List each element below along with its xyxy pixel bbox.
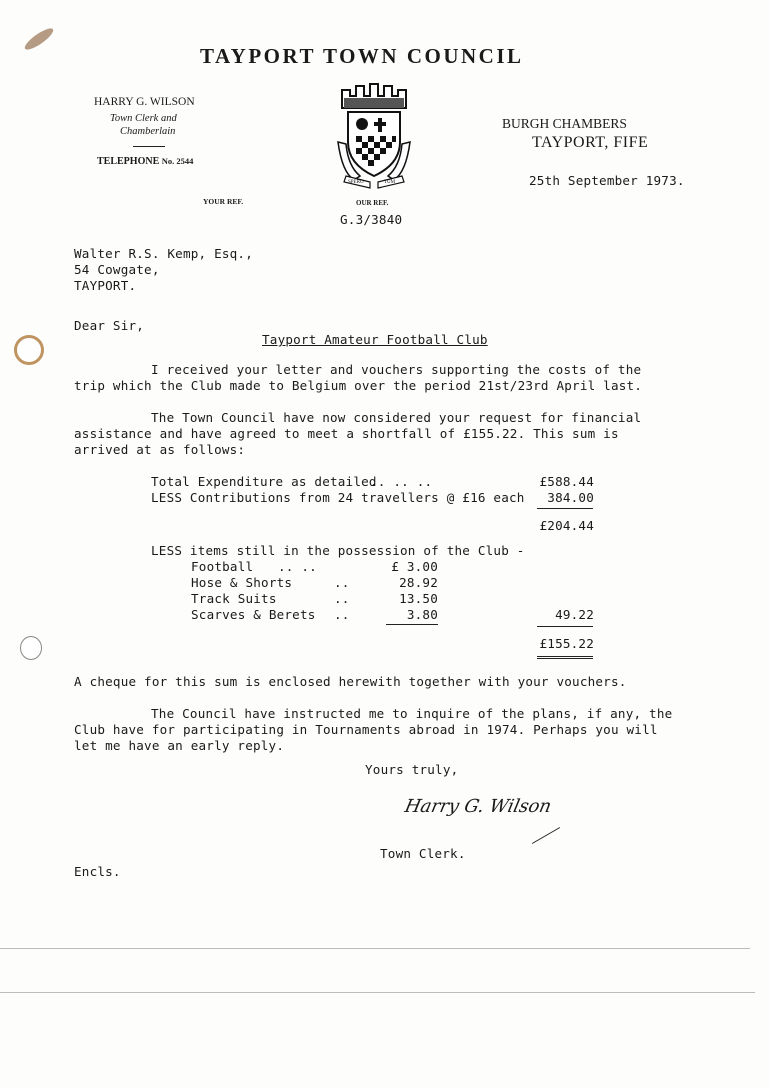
paragraph-3: A cheque for this sum is enclosed herewith together with your vouchers. xyxy=(74,674,627,689)
item-label: Scarves & Berets xyxy=(191,607,316,622)
signatory-title: Town Clerk. xyxy=(380,846,466,861)
address-line1: BURGH CHAMBERS xyxy=(502,116,627,131)
crest-motto-left: SPERO xyxy=(348,180,364,185)
recipient-line1: Walter R.S. Kemp, Esq., xyxy=(74,246,253,261)
paragraph-4-line1: The Council have instructed me to inquire of the plans, if any, the xyxy=(151,706,673,721)
our-ref-label: OUR REF. xyxy=(356,199,389,207)
item-dots: .. xyxy=(334,591,350,606)
closing: Yours truly, xyxy=(365,762,459,777)
paragraph-1-line2: trip which the Club made to Belgium over the period 21st/23rd April last. xyxy=(74,378,643,393)
telephone-line xyxy=(97,156,193,167)
page-edge-line xyxy=(0,992,755,993)
item-label: Hose & Shorts xyxy=(191,575,293,590)
subject-line: Tayport Amateur Football Club xyxy=(262,332,488,347)
item-label: Track Suits xyxy=(191,591,277,606)
address-line2: TAYPORT, FIFE xyxy=(532,134,649,151)
punch-hole-mark xyxy=(14,335,44,365)
item-value: 28.92 xyxy=(399,575,438,590)
burgh-crest-icon xyxy=(334,82,414,190)
recipient-line2: 54 Cowgate, xyxy=(74,262,160,277)
subtotal-value: £204.44 xyxy=(539,518,594,533)
contributions-value: 384.00 xyxy=(547,490,594,505)
your-ref-label: YOUR REF. xyxy=(203,197,244,206)
ink-mark xyxy=(22,25,56,53)
item-dots: .. xyxy=(334,575,350,590)
final-total-value: £155.22 xyxy=(539,636,594,651)
clerk-divider xyxy=(133,146,165,147)
paragraph-2-line2: assistance and have agreed to meet a shortfall of £155.22. This sum is xyxy=(74,426,619,441)
paragraph-2-line3: arrived at as follows: xyxy=(74,442,246,457)
crest-motto-right: TUM xyxy=(384,180,396,185)
salutation: Dear Sir, xyxy=(74,318,145,333)
clerk-name: HARRY G. WILSON xyxy=(94,96,195,108)
final-total-double-underline xyxy=(537,656,593,659)
paragraph-2-line1: The Town Council have now considered your request for financial xyxy=(151,410,642,425)
paragraph-1-line1: I received your letter and vouchers supporting the costs of the xyxy=(151,362,642,377)
council-name: TAYPORT TOWN COUNCIL xyxy=(200,44,524,68)
items-heading: LESS items still in the possession of the Club - xyxy=(151,543,525,558)
item-value: 3.80 xyxy=(406,607,438,622)
paragraph-4-line2: Club have for participating in Tournaments abroad in 1974. Perhaps you will xyxy=(74,722,658,737)
signature: Harry G. Wilson xyxy=(402,796,554,817)
total-expenditure-value: £588.44 xyxy=(539,474,594,489)
punch-hole-mark xyxy=(20,636,42,660)
signature-stroke xyxy=(532,827,560,844)
items-total-value: 49.22 xyxy=(555,607,594,622)
items-total-underline xyxy=(537,626,593,627)
recipient-line3: TAYPORT. xyxy=(74,278,137,293)
clerk-title-line1: Town Clerk and xyxy=(110,113,177,124)
item-dots: .. xyxy=(334,607,350,622)
enclosure-note: Encls. xyxy=(74,864,121,879)
paragraph-4-line3: let me have an early reply. xyxy=(74,738,285,753)
item-value: 13.50 xyxy=(399,591,438,606)
item-value: £ 3.00 xyxy=(391,559,438,574)
total-expenditure-dots: .. .. .. xyxy=(370,474,433,489)
total-expenditure-label: Total Expenditure as detailed xyxy=(151,474,377,489)
letter-date: 25th September 1973. xyxy=(529,173,685,188)
telephone-label: TELEPHONE xyxy=(97,156,160,167)
item-dots: .. .. xyxy=(278,559,317,574)
page-edge-line xyxy=(0,948,750,949)
our-ref-value: G.3/3840 xyxy=(340,212,403,227)
contributions-label: LESS Contributions from 24 travellers @ £16 each xyxy=(151,490,525,505)
telephone-number: No. 2544 xyxy=(161,156,194,166)
item-label: Football xyxy=(191,559,254,574)
items-underline xyxy=(386,624,438,625)
clerk-title-line2: Chamberlain xyxy=(120,126,176,137)
contributions-underline xyxy=(537,508,593,509)
